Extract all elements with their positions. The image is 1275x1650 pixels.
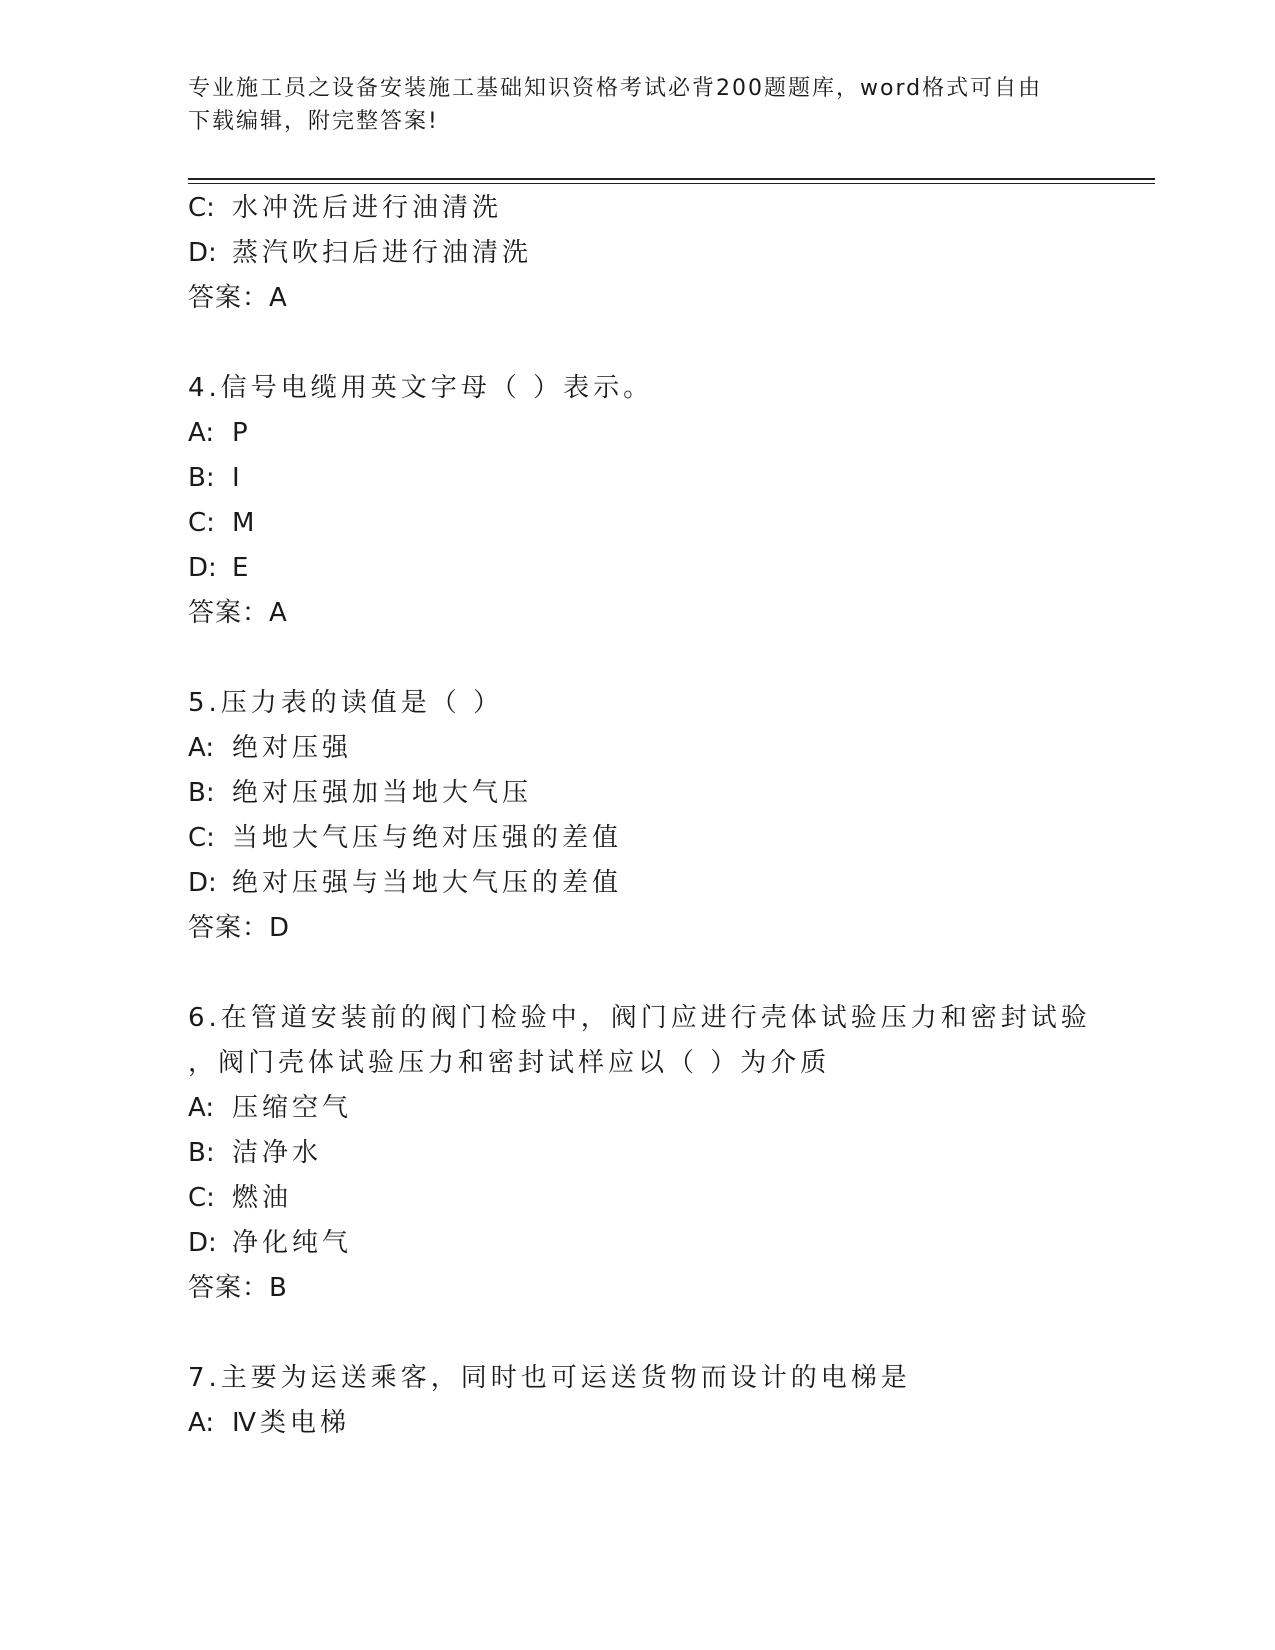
option-text: P	[232, 418, 252, 448]
option-line	[188, 821, 622, 855]
option-text: 当地大气压与绝对压强的差值	[232, 823, 623, 853]
option-line	[188, 551, 252, 585]
option-line	[188, 776, 532, 810]
option-text: Ⅳ类电梯	[232, 1408, 350, 1438]
option-text: 水冲洗后进行油清洗	[232, 193, 503, 223]
question-stem-continued: ，阀门壳体试验压力和密封试样应以（ ）为介质	[188, 1048, 831, 1078]
option-line	[188, 866, 622, 900]
option-text: 净化纯气	[232, 1228, 353, 1258]
option-letter: A:	[188, 733, 215, 763]
option-text: 绝对压强	[232, 733, 353, 763]
question-stem: 5.压力表的读值是（ ）	[188, 688, 504, 718]
answer-line: 答案：A	[188, 283, 288, 313]
option-text: I	[232, 463, 244, 493]
option-line	[188, 1091, 352, 1125]
option-letter: D:	[188, 868, 217, 898]
option-letter: D:	[188, 238, 217, 268]
option-line	[188, 416, 252, 450]
header-line-2: 下载编辑，附完整答案!	[188, 109, 439, 134]
option-text: 绝对压强加当地大气压	[232, 778, 533, 808]
document-header	[188, 72, 1088, 138]
option-line	[188, 1226, 352, 1260]
header-line-1: 专业施工员之设备安装施工基础知识资格考试必背200题题库，word格式可自由	[188, 76, 1043, 101]
option-text: 绝对压强与当地大气压的差值	[232, 868, 623, 898]
option-line	[188, 191, 502, 225]
option-line	[188, 506, 258, 540]
option-text: M	[232, 508, 259, 538]
option-line	[188, 461, 244, 495]
option-letter: B:	[188, 1138, 215, 1168]
answer-line: 答案：B	[188, 1273, 288, 1303]
question-stem: 7.主要为运送乘客，同时也可运送货物而设计的电梯是	[188, 1363, 911, 1393]
question-stem: 6.在管道安装前的阀门检验中，阀门应进行壳体试验压力和密封试验	[188, 1003, 1091, 1033]
option-line	[188, 1136, 322, 1170]
option-text: 洁净水	[232, 1138, 323, 1168]
question-stem: 4.信号电缆用英文字母（ ）表示。	[188, 373, 654, 403]
option-letter: B:	[188, 463, 215, 493]
option-line	[188, 1181, 292, 1215]
option-line	[188, 731, 352, 765]
option-letter: A:	[188, 1408, 215, 1438]
header-divider-thin	[188, 183, 1155, 184]
option-letter: D:	[188, 553, 217, 583]
option-letter: A:	[188, 418, 215, 448]
option-text: 压缩空气	[232, 1093, 353, 1123]
option-text: 蒸汽吹扫后进行油清洗	[232, 238, 533, 268]
option-letter: B:	[188, 778, 215, 808]
option-letter: A:	[188, 1093, 215, 1123]
option-letter: D:	[188, 1228, 217, 1258]
option-line	[188, 1406, 350, 1440]
option-letter: C:	[188, 823, 215, 853]
option-letter: C:	[188, 508, 215, 538]
option-letter: C:	[188, 193, 215, 223]
answer-line: 答案：D	[188, 913, 291, 943]
header-divider	[188, 178, 1155, 180]
answer-line: 答案：A	[188, 598, 288, 628]
option-text: 燃油	[232, 1183, 293, 1213]
option-text: E	[232, 553, 253, 583]
option-line	[188, 236, 532, 270]
option-letter: C:	[188, 1183, 215, 1213]
